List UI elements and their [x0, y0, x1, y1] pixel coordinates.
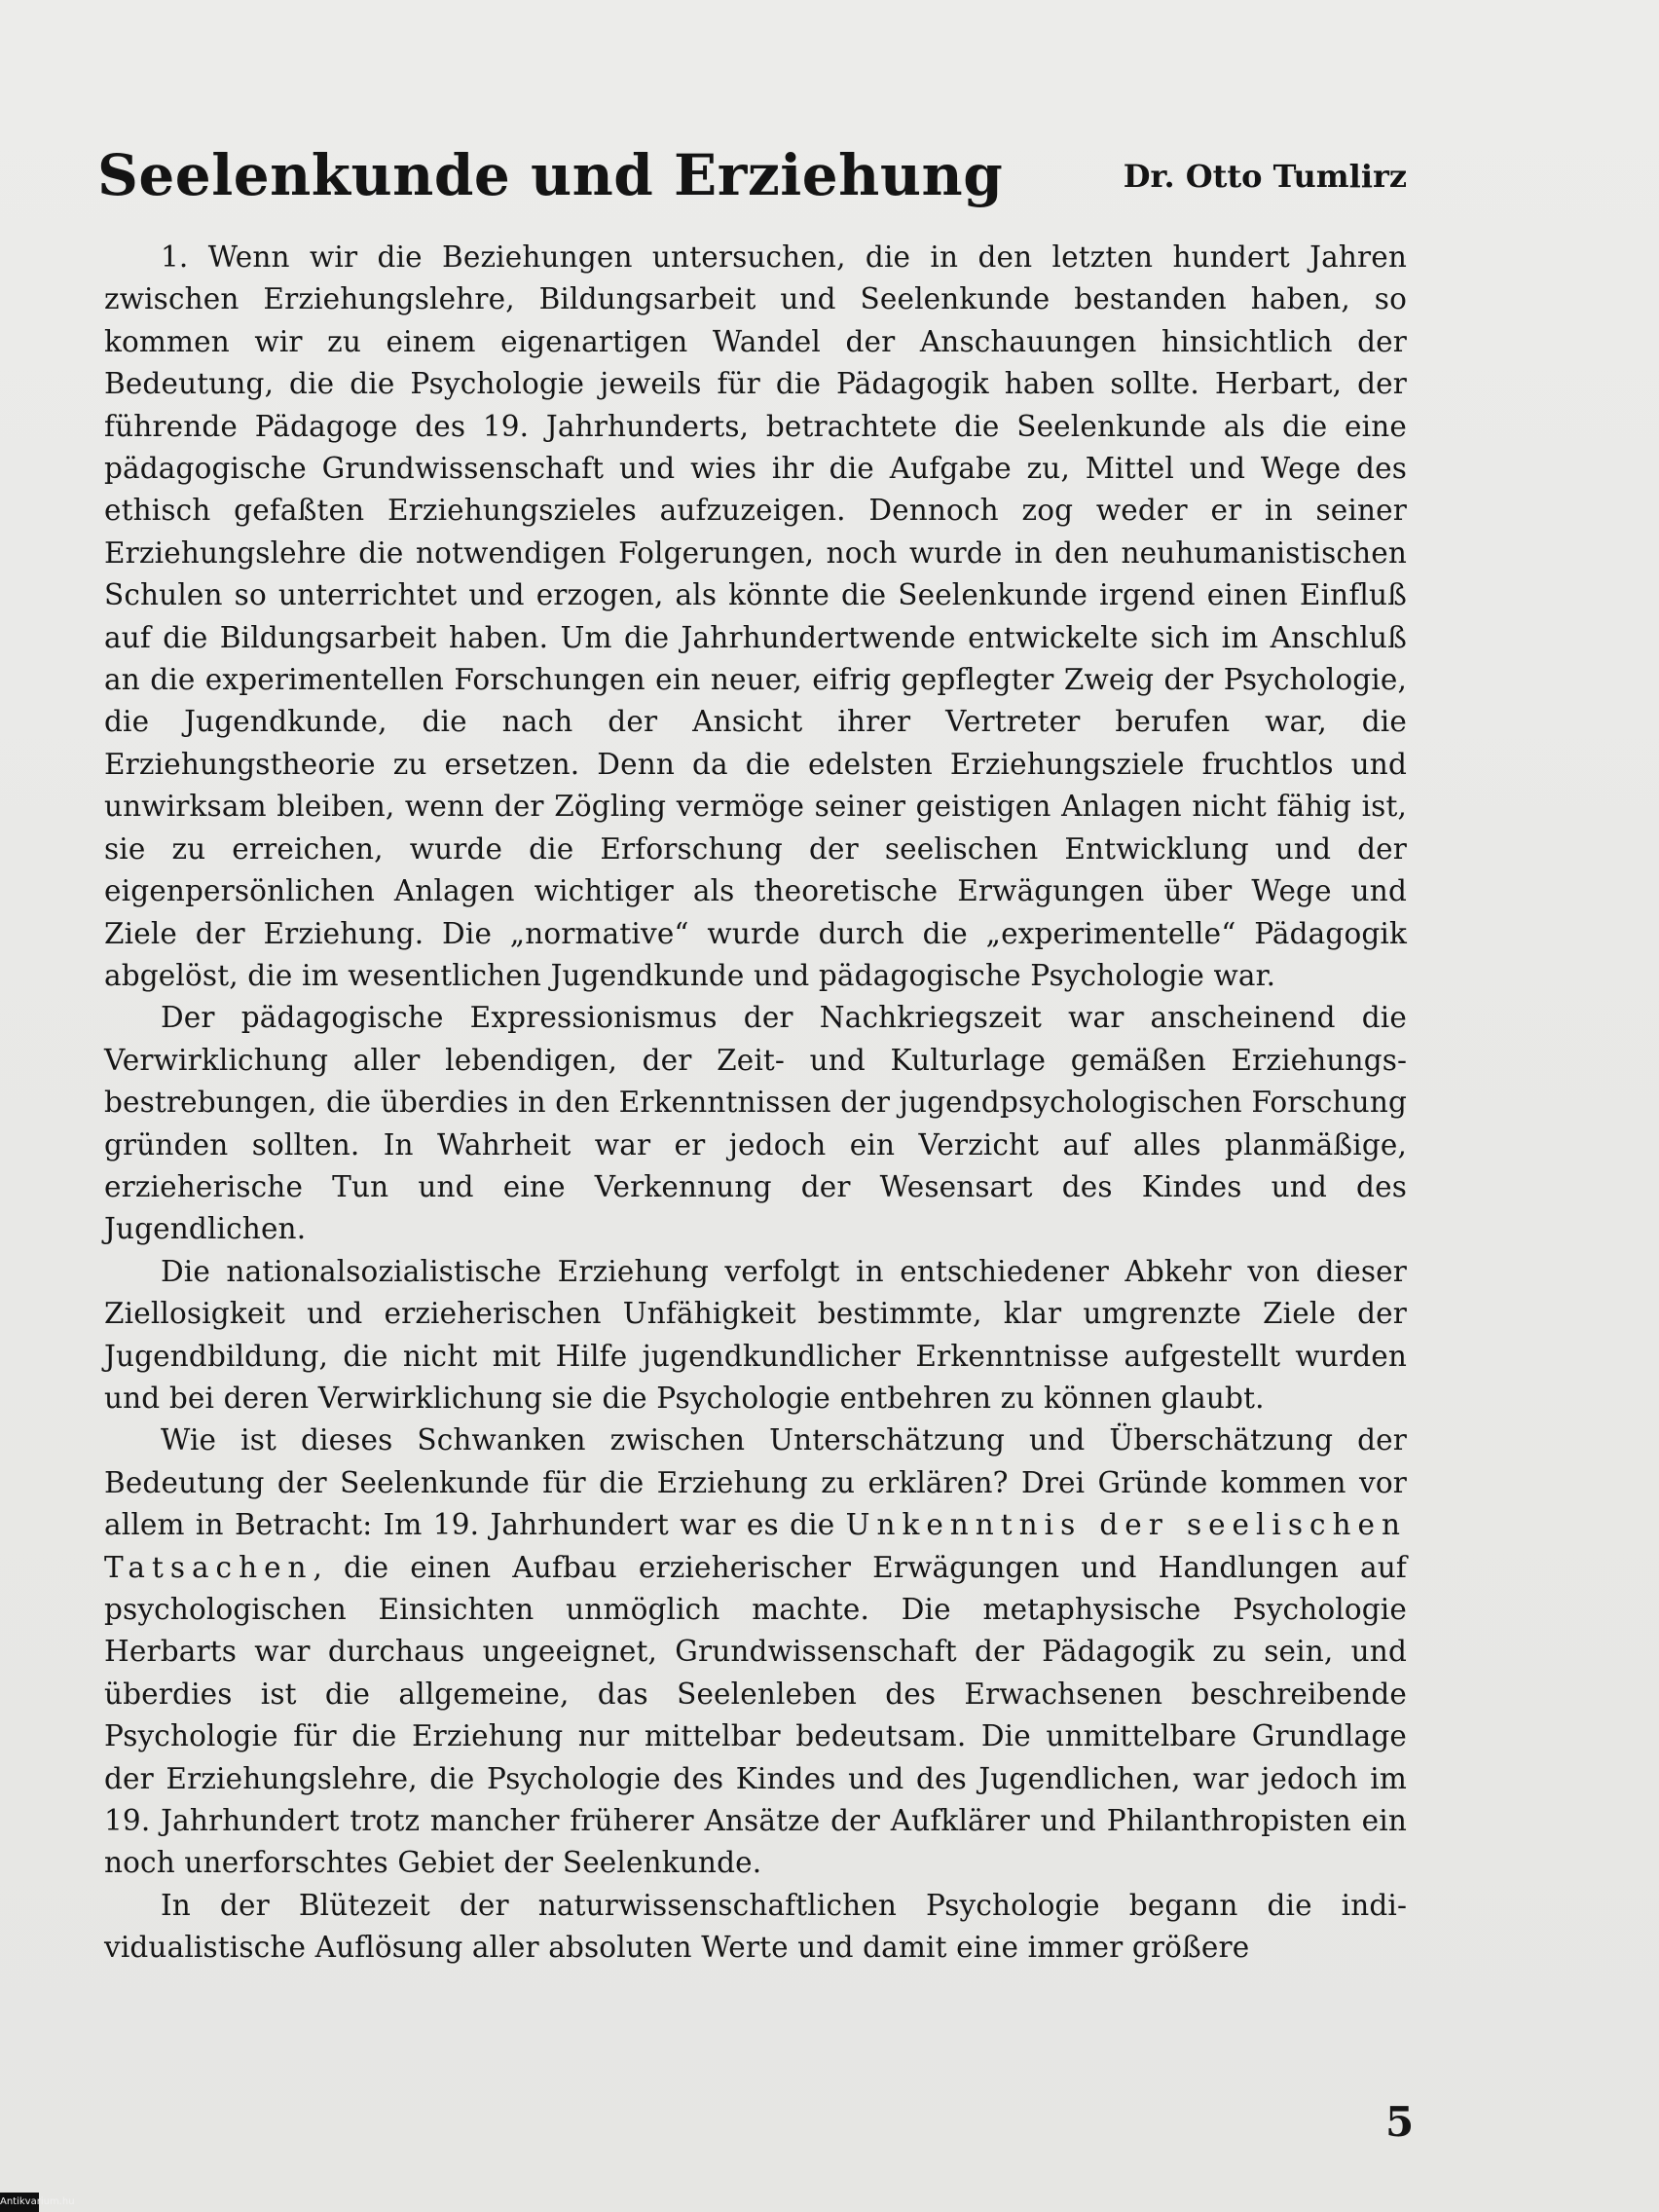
watermark: Antikvarium.hu — [0, 2193, 39, 2212]
page-number: 5 — [1385, 2098, 1415, 2146]
paragraph-5: In der Blütezeit der naturwissenschaftlichen Psychologie begann die individualistische Auflösung aller absoluten Werte und damit eine immer größere — [104, 1888, 1407, 1965]
article-header — [97, 136, 1407, 214]
paragraph-1: 1. Wenn wir die Beziehungen untersuchen, die in den letzten hundert Jahren zwischen Erziehungslehre, Bildungsarbeit und Seelenkunde bestanden haben, so kommen wir zu einem eigenartigen Wandel der Anschauungen hinsichtlich der Bedeutung, die die Psychologie jeweils für die Pädagogik haben sollte. Herbart, der führende Pädagoge des 19. Jahrhunderts, betrachtete die Seelenkunde als die eine pädagogische Grundwissenschaft und wies ihr die Aufgabe zu, Mittel und Wege des ethisch gefaßten Erziehungszieles aufzuzeigen. Dennoch zog weder er in seiner Erziehungslehre die notwendigen Folgerungen, noch wurde in den neuhumanistischen Schulen so unterrichtet und erzogen, als könnte die Seelenkunde irgend einen Einfluß auf die Bildungsarbeit haben. Um die Jahrhundertwende entwickelte sich im Anschluß an die experimentellen Forschungen ein neuer, eifrig gepflegter Zweig der Psychologie, die Jugendkunde, die nach der Ansicht ihrer Vertreter berufen war, die Erziehungstheorie zu ersetzen. Denn da die edelsten Erziehungsziele fruchtlos und unwirksam bleiben, wenn der Zögling vermöge seiner geistigen Anlagen nicht fähig ist, sie zu erreichen, wurde die Erforschung der seelischen Entwicklung und der eigenpersönlichen Anlagen wichtiger als theoretische Erwägungen über Wege und Ziele der Erziehung. Die „normative“ wurde durch die „experimentelle“ Pädagogik abgelöst, die im wesentlichen Jugendkunde und pädagogische Psychologie war. — [104, 240, 1407, 992]
paragraph-4-emphasis: Unkenntnis der seelischen Tatsachen — [104, 1508, 1407, 1584]
paragraph-4-text-after: , die einen Aufbau erzieherischer Erwägungen und Handlungen auf psychologischen Einsichten unmöglich machte. Die metaphysische Psychologie Herbarts war durchaus ungeeignet, Grundwissenschaft der Pädagogik zu sein, und überdies ist die allgemeine, das Seelenleben des Erwachsenen beschreibende Psychologie für die Erziehung nur mittelbar bedeutsam. Die unmittelbare Grundlage der Erziehungslehre, die Psychologie des Kindes und des Jugendlichen, war jedoch im 19. Jahrhundert trotz mancher früherer Ansätze der Aufklärer und Philanthropisten ein noch unerforschtes Gebiet der Seelenkunde. — [104, 1550, 1407, 1880]
paragraph-4-text-before: Wie ist dieses Schwanken zwischen Unterschätzung und Überschätzung der Bedeutung der Seelenkunde für die Erziehung zu erklären? Drei Gründe kommen vor allem in Betracht: Im 19. Jahrhundert war es die — [104, 1423, 1407, 1542]
paragraph-3: Die nationalsozialistische Erziehung verfolgt in entschiedener Abkehr von dieser Ziellosigkeit und erzieherischen Unfähigkeit bestimmte, klar umgrenzte Ziele der Jugendbildung, die nicht mit Hilfe jugendkundlicher Erkenntnisse aufgestellt wurden und bei deren Verwirklichung sie die Psychologie entbehren zu können glaubt. — [104, 1254, 1407, 1415]
article-author: Dr. Otto Tumlirz — [1123, 158, 1407, 195]
article-body — [104, 237, 1407, 1970]
paragraph-2: Der pädagogische Expressionismus der Nachkriegszeit war anscheinend die Verwirklichung aller lebendigen, der Zeit- und Kulturlage gemäßen Erziehungsbestrebungen, die überdies in den Erkenntnissen der jugendpsychologischen Forschung gründen sollten. In Wahrheit war er jedoch ein Verzicht auf alles planmäßige, erzieherische Tun und eine Verkennung der Wesensart des Kindes und des Jugendlichen. — [104, 1001, 1407, 1246]
article-title: Seelenkunde und Erziehung — [97, 142, 1004, 208]
paragraph-4 — [104, 1419, 1407, 1884]
